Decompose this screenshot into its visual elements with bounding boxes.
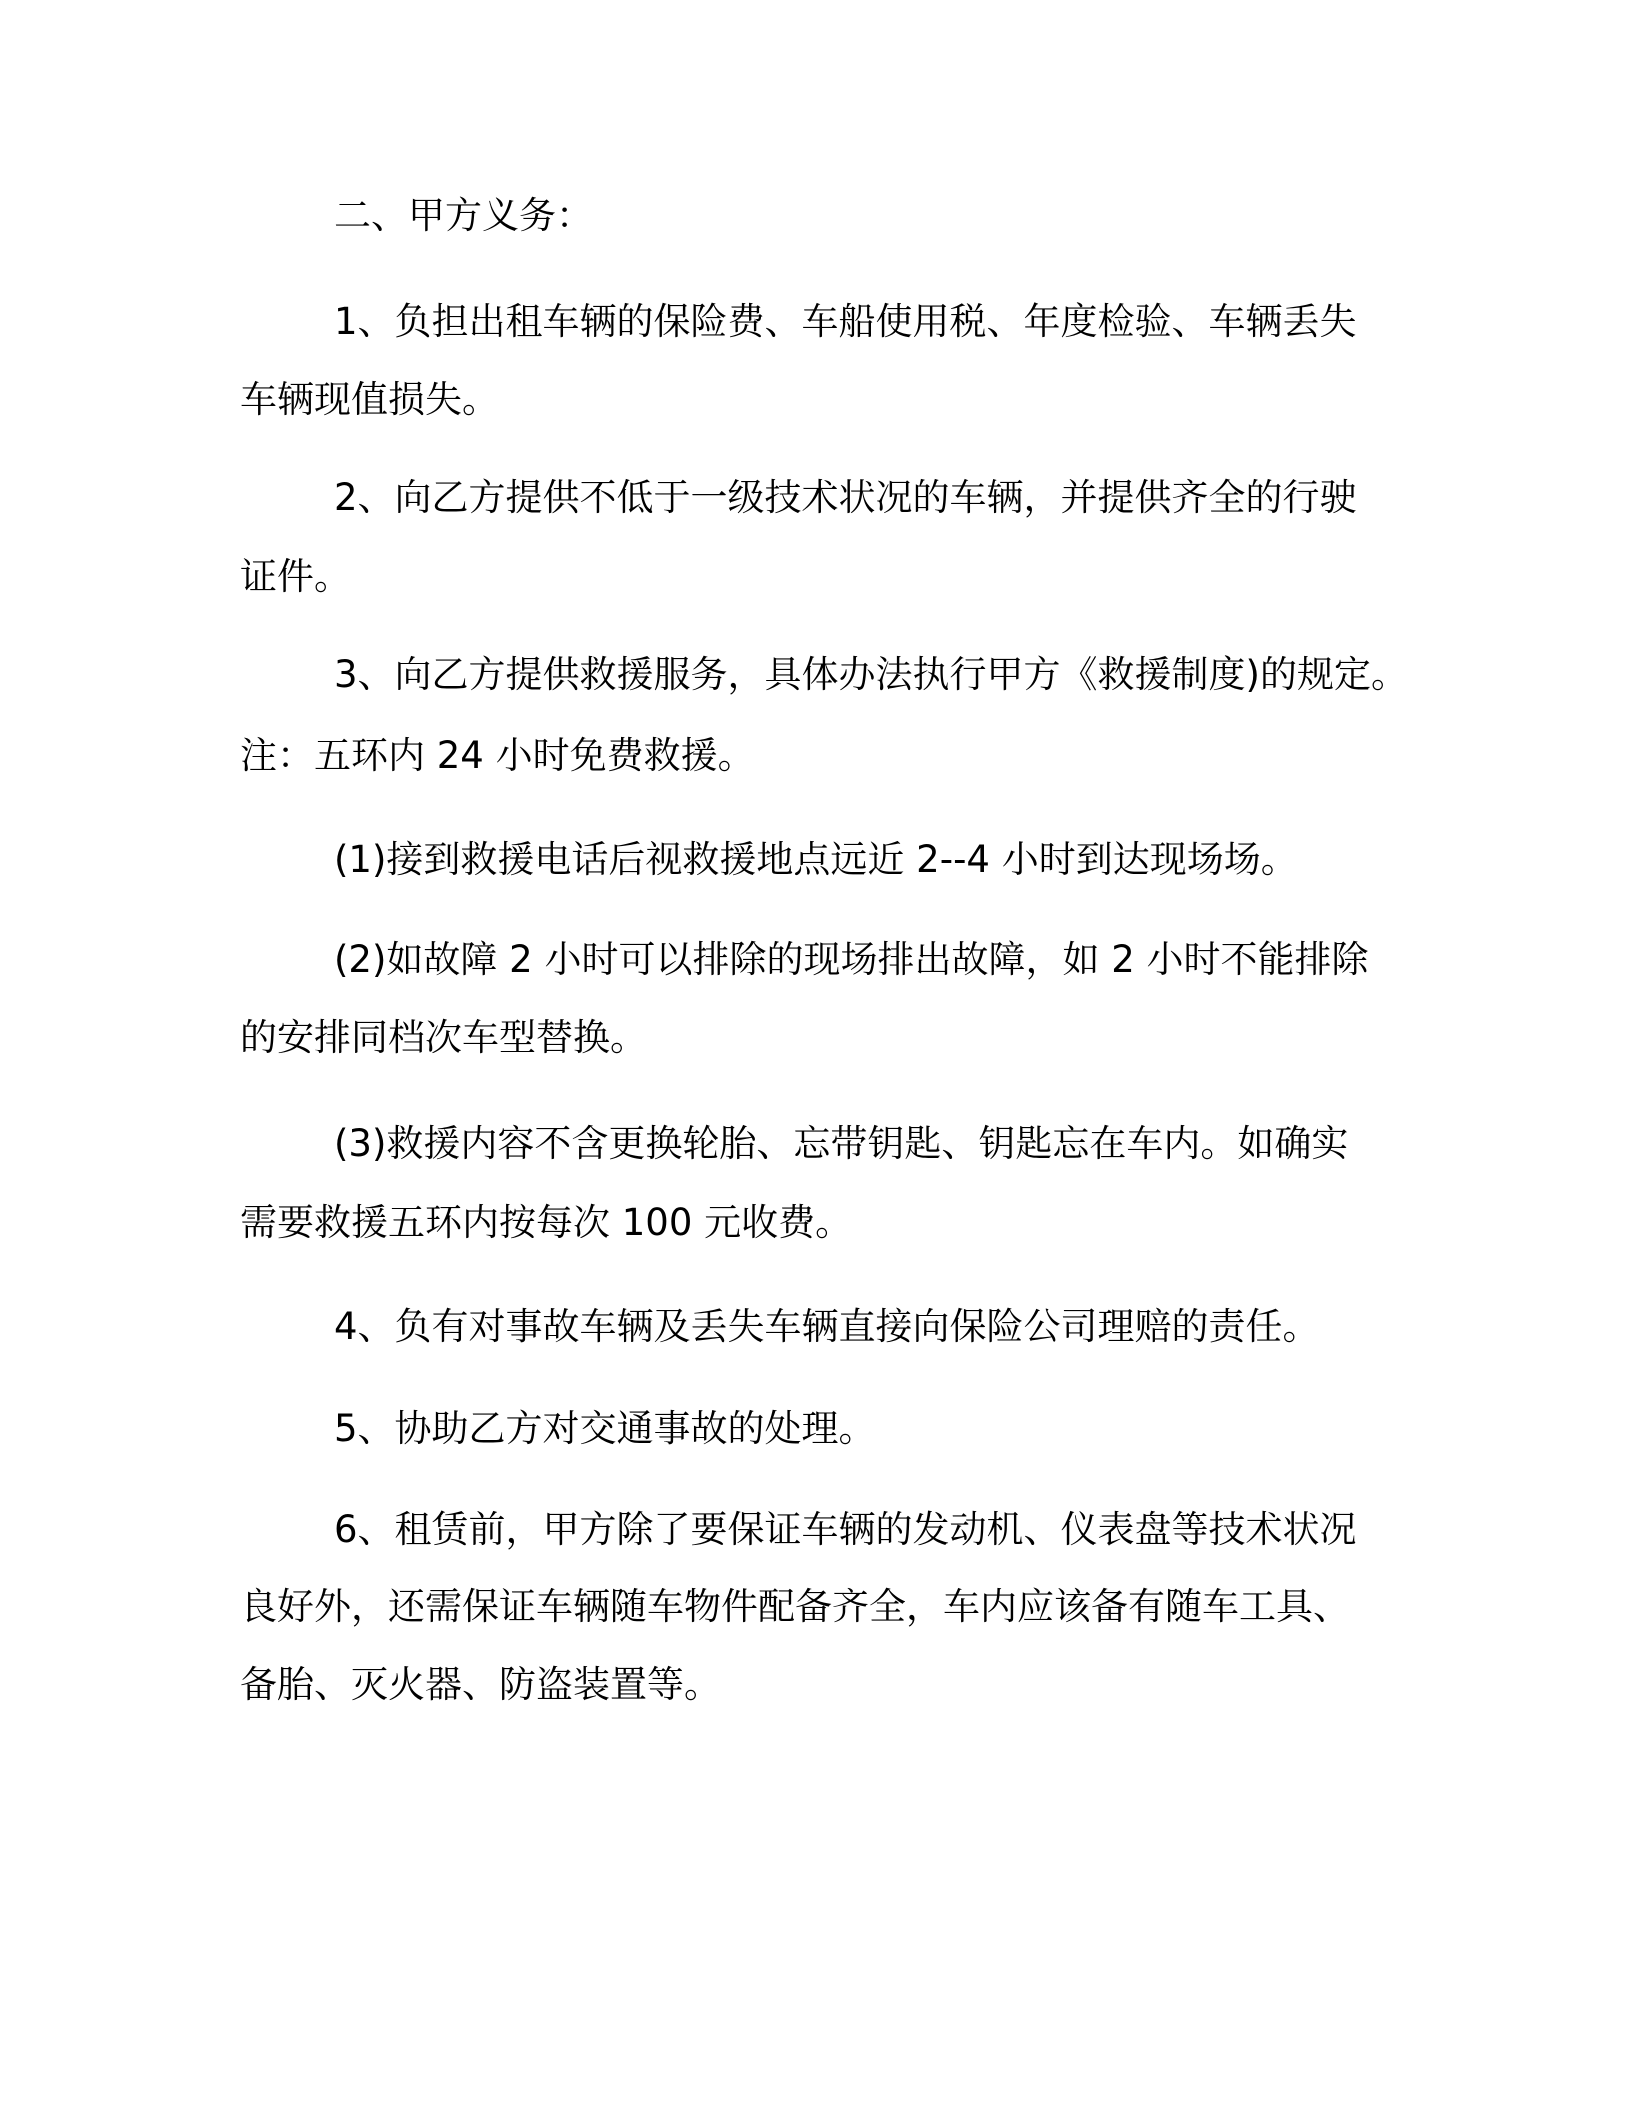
item-1-line-1: 1、负担出租车辆的保险费、车船使用税、年度检验、车辆丢失 <box>334 300 1357 343</box>
subitem-2-line-1: (2)如故障 2 小时可以排除的现场排出故障，如 2 小时不能排除 <box>334 938 1369 981</box>
item-4: 4、负有对事故车辆及丢失车辆直接向保险公司理赔的责任。 <box>334 1305 1320 1348</box>
item-2-line-1: 2、向乙方提供不低于一级技术状况的车辆，并提供齐全的行驶 <box>334 476 1357 519</box>
item-3-line-1: 3、向乙方提供救援服务，具体办法执行甲方《救援制度)的规定。 <box>334 653 1408 696</box>
item-3-note: 注：五环内 24 小时免费救援。 <box>240 734 755 777</box>
item-2-line-2: 证件。 <box>240 555 351 598</box>
subitem-1: (1)接到救援电话后视救援地点远近 2--4 小时到达现场场。 <box>334 838 1298 881</box>
item-6-line-3: 备胎、灭火器、防盗装置等。 <box>240 1663 721 1706</box>
item-6-line-1: 6、租赁前，甲方除了要保证车辆的发动机、仪表盘等技术状况 <box>334 1508 1357 1551</box>
item-1-line-2: 车辆现值损失。 <box>240 378 499 421</box>
subitem-2-line-2: 的安排同档次车型替换。 <box>240 1016 647 1059</box>
section-heading: 二、甲方义务： <box>334 194 593 237</box>
item-6-line-2: 良好外，还需保证车辆随车物件配备齐全，车内应该备有随车工具、 <box>240 1585 1350 1628</box>
subitem-3-line-1: (3)救援内容不含更换轮胎、忘带钥匙、钥匙忘在车内。如确实 <box>334 1122 1349 1165</box>
item-5: 5、协助乙方对交通事故的处理。 <box>334 1407 876 1450</box>
subitem-3-line-2: 需要救援五环内按每次 100 元收费。 <box>240 1201 853 1244</box>
